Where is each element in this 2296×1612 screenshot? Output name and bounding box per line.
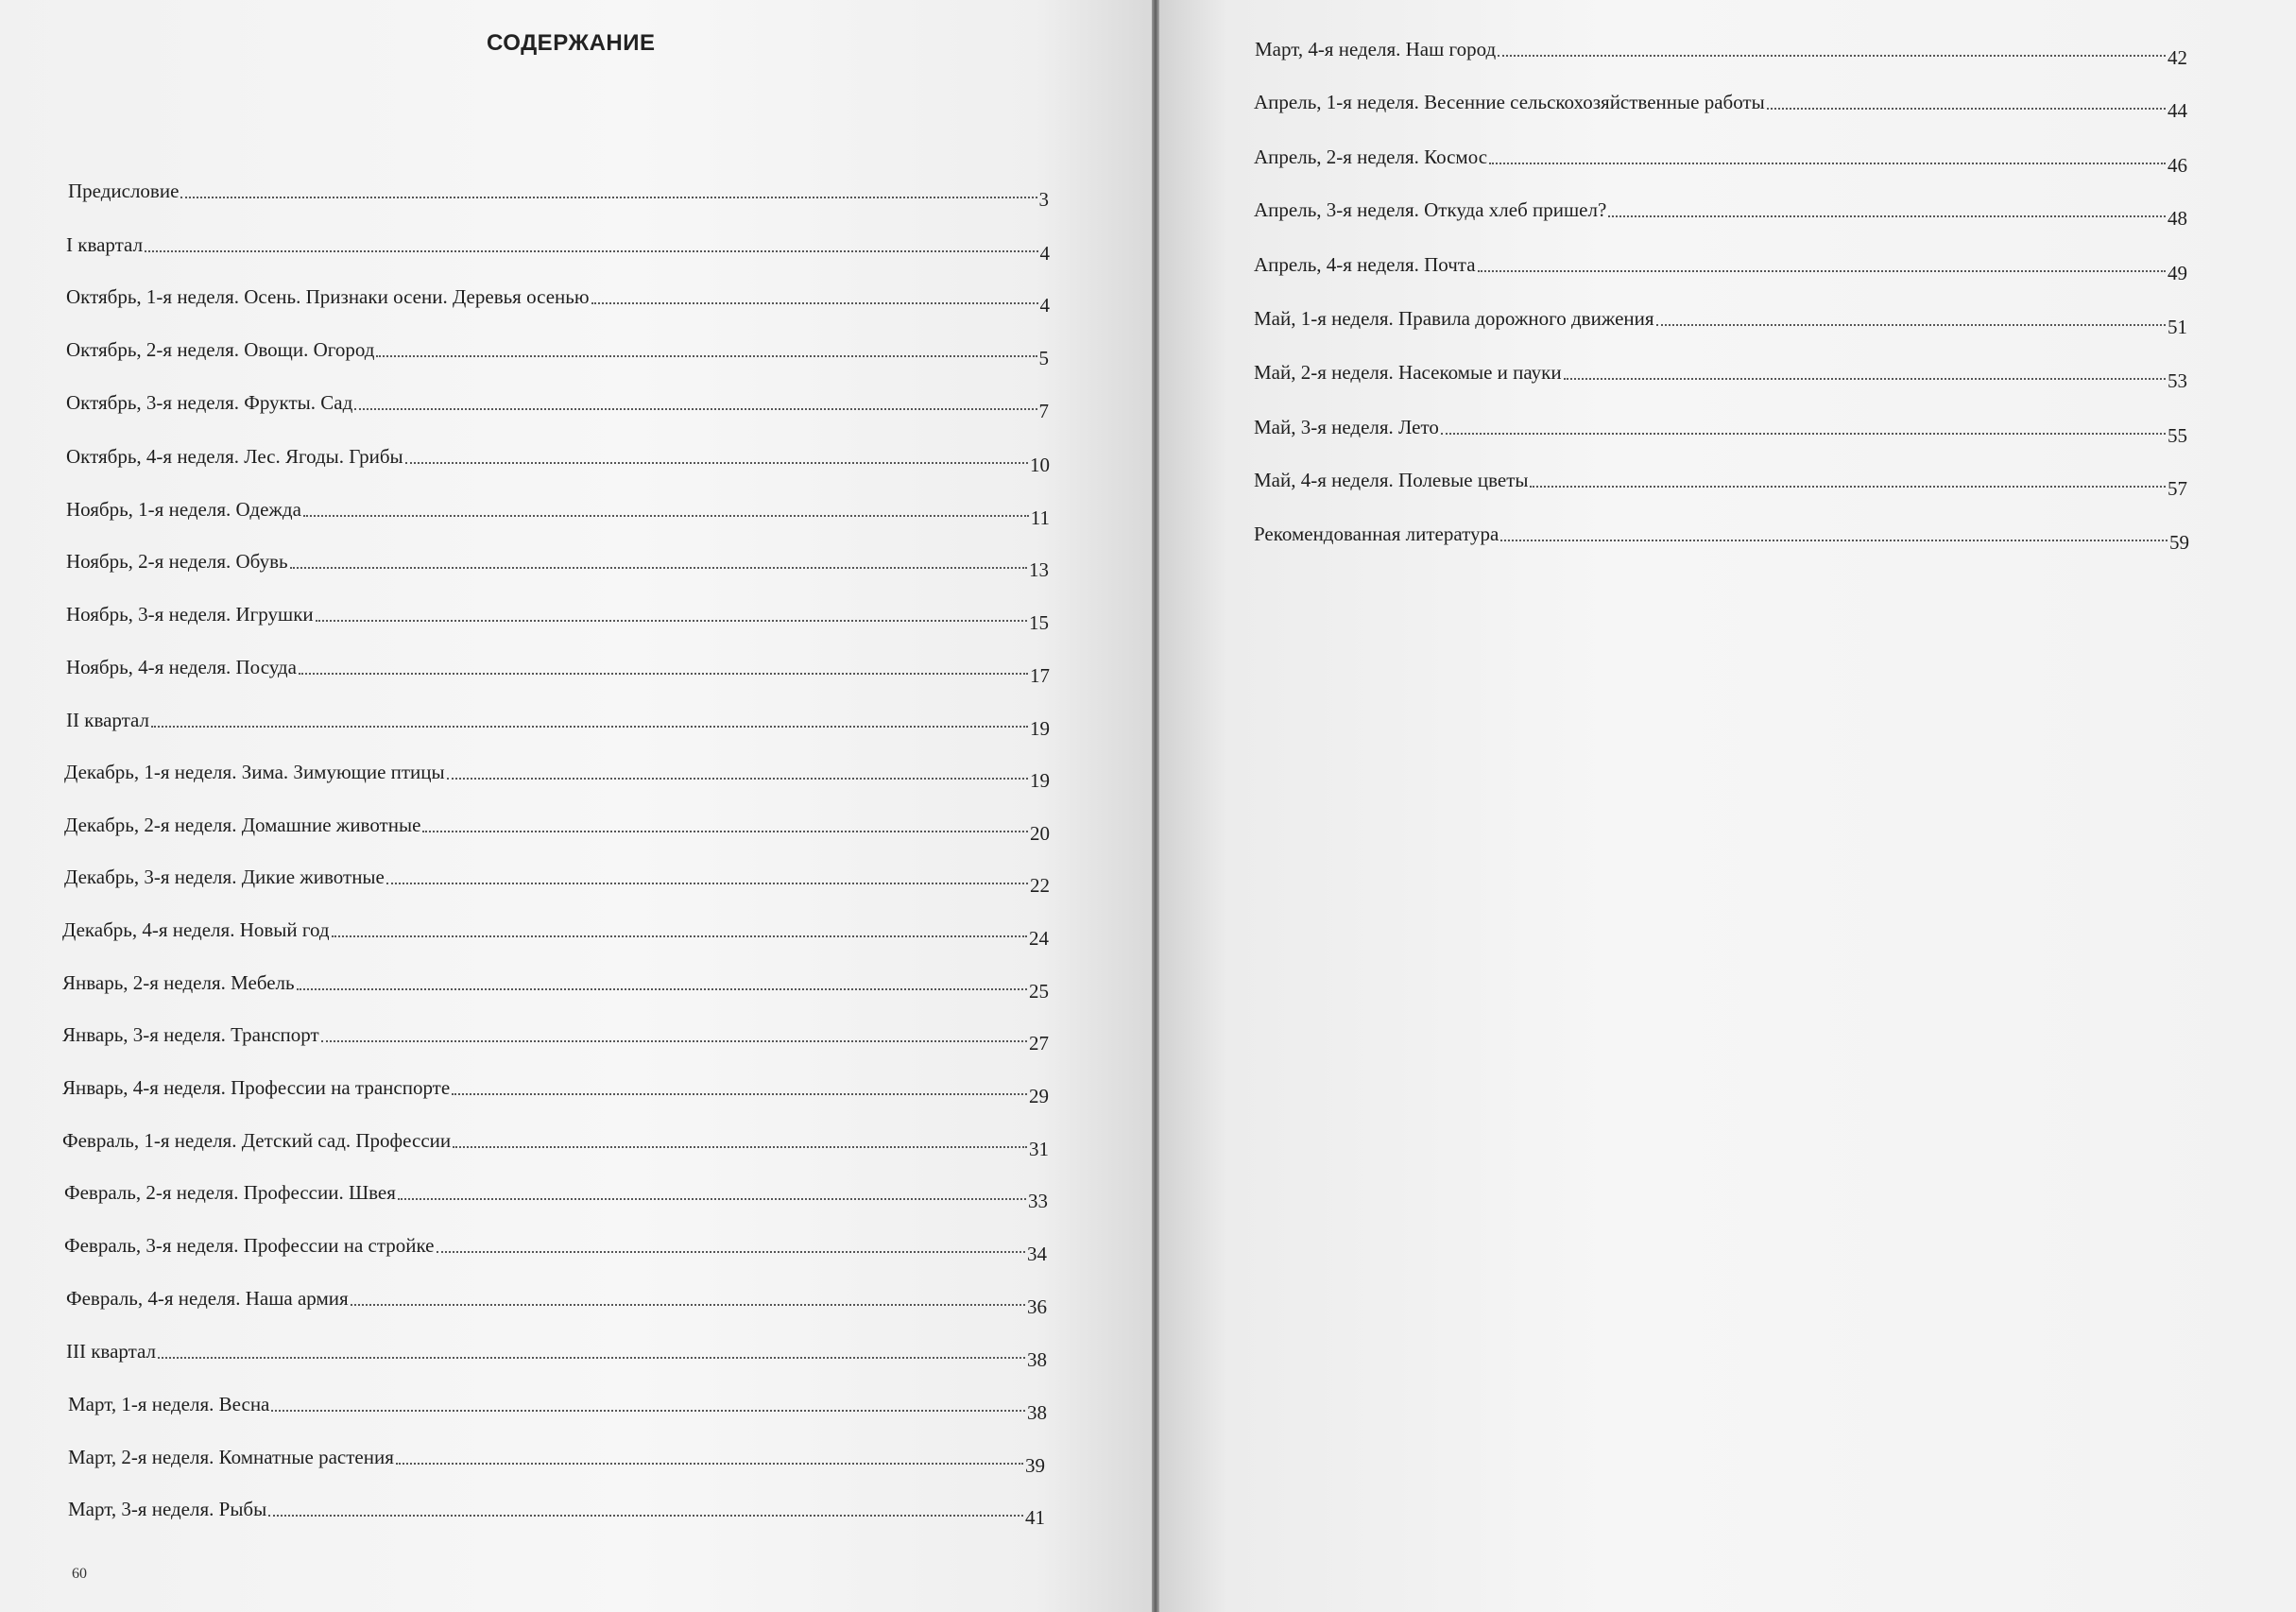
toc-entry — [68, 1383, 1047, 1424]
page-title: СОДЕРЖАНИЕ — [487, 30, 656, 56]
toc-entry-page: 13 — [1029, 558, 1049, 581]
toc-entry-page: 17 — [1030, 664, 1050, 687]
toc-entry-page: 24 — [1029, 927, 1049, 950]
dot-leader — [447, 778, 1028, 780]
toc-entry — [64, 1225, 1047, 1265]
toc-entry-title: Январь, 3-я неделя. Транспорт — [62, 1023, 319, 1046]
toc-entry-title: Декабрь, 1-я неделя. Зима. Зимующие птицы — [64, 761, 445, 783]
toc-entry — [1254, 244, 2187, 284]
dot-leader — [396, 1463, 1023, 1465]
toc-entry — [66, 646, 1050, 687]
toc-entry-page: 19 — [1030, 717, 1050, 740]
toc-entry-title: Декабрь, 2-я неделя. Домашние животные — [64, 814, 421, 836]
dot-leader — [290, 567, 1027, 569]
dot-leader — [405, 462, 1028, 464]
dot-leader — [1564, 378, 2166, 380]
toc-entry-page: 33 — [1028, 1190, 1048, 1212]
toc-entry-title: Апрель, 4-я неделя. Почта — [1254, 253, 1476, 276]
toc-entry-page: 38 — [1027, 1348, 1047, 1371]
toc-entry — [62, 909, 1049, 950]
toc-entry-title: Январь, 2-я неделя. Мебель — [62, 971, 295, 994]
toc-entry-title: Март, 2-я неделя. Комнатные растения — [68, 1446, 394, 1468]
toc-entry-title: Апрель, 1-я неделя. Весенние сельскохозяйственные работы — [1254, 91, 1765, 113]
toc-entry-page: 41 — [1025, 1506, 1045, 1529]
toc-entry-page: 42 — [2167, 46, 2187, 69]
toc-entry-page: 36 — [1027, 1295, 1047, 1318]
toc-entry-title: III квартал — [66, 1340, 157, 1363]
toc-entry-page: 46 — [2167, 154, 2187, 177]
toc-entry — [62, 1014, 1049, 1055]
toc-entry — [1254, 136, 2187, 177]
toc-entry-page: 27 — [1029, 1032, 1049, 1055]
toc-entry-title: Май, 3-я неделя. Лето — [1254, 416, 1439, 438]
toc-entry — [66, 540, 1049, 581]
toc-entry-page: 19 — [1030, 769, 1050, 792]
toc-entry-title: Январь, 4-я неделя. Профессии на транспорте — [62, 1076, 451, 1099]
dot-leader — [1489, 163, 2166, 164]
dot-leader — [321, 1040, 1027, 1042]
toc-entry — [62, 1120, 1049, 1160]
dot-leader — [151, 726, 1028, 728]
show-through-text — [113, 59, 118, 78]
toc-entry — [66, 382, 1049, 422]
dot-leader — [299, 673, 1028, 675]
dot-leader — [398, 1198, 1026, 1200]
dot-leader — [1530, 486, 2166, 488]
toc-entry-title: Предисловие — [68, 180, 180, 202]
toc-entry — [64, 856, 1050, 897]
toc-entry-title: Ноябрь, 1-я неделя. Одежда — [66, 498, 301, 521]
toc-entry-page: 38 — [1027, 1401, 1047, 1424]
toc-entry-page: 20 — [1030, 822, 1050, 845]
toc-entry-title: Декабрь, 4-я неделя. Новый год — [62, 918, 330, 941]
dot-leader — [386, 883, 1028, 884]
toc-entry — [66, 1278, 1047, 1318]
toc-entry — [1254, 81, 2187, 122]
toc-entry — [66, 276, 1050, 317]
dot-leader — [453, 1146, 1027, 1148]
toc-entry-page: 39 — [1025, 1454, 1045, 1477]
page-number: 60 — [72, 1566, 87, 1582]
dot-leader — [452, 1093, 1027, 1095]
toc-entry — [66, 699, 1050, 740]
dot-leader — [268, 1515, 1023, 1517]
toc-entry-title: Ноябрь, 4-я неделя. Посуда — [66, 656, 297, 678]
toc-entry-title: Март, 3-я неделя. Рыбы — [68, 1498, 267, 1520]
toc-entry — [1254, 459, 2187, 500]
toc-entry-title: Март, 1-я неделя. Весна — [68, 1393, 270, 1415]
dot-leader — [316, 620, 1027, 622]
toc-entry-title: Ноябрь, 3-я неделя. Игрушки — [66, 603, 314, 626]
toc-entry-title: Май, 4-я неделя. Полевые цветы — [1254, 469, 1529, 491]
dot-leader — [351, 1304, 1025, 1306]
toc-entry — [66, 329, 1049, 369]
toc-entry-title: Март, 4-я неделя. Наш город — [1255, 38, 1497, 60]
toc-entry-page: 48 — [2167, 207, 2187, 230]
dot-leader — [145, 250, 1037, 252]
dot-leader — [1441, 433, 2166, 435]
toc-entry-page: 22 — [1030, 874, 1050, 897]
dot-leader — [297, 988, 1027, 990]
toc-entry-page: 29 — [1029, 1085, 1049, 1107]
toc-entry — [66, 1330, 1047, 1371]
toc-entry-page: 55 — [2167, 424, 2187, 447]
toc-entry-title: Май, 2-я неделя. Насекомые и пауки — [1254, 361, 1562, 384]
toc-entry-title: Февраль, 4-я неделя. Наша армия — [66, 1287, 349, 1310]
toc-entry-title: Октябрь, 3-я неделя. Фрукты. Сад — [66, 391, 353, 414]
toc-entry-title: Декабрь, 3-я неделя. Дикие животные — [64, 866, 385, 888]
toc-entry-title: Февраль, 3-я неделя. Профессии на стройке — [64, 1234, 435, 1257]
toc-entry-title: Ноябрь, 2-я неделя. Обувь — [66, 550, 288, 573]
toc-entry-page: 34 — [1027, 1243, 1047, 1265]
dot-leader — [1656, 324, 2166, 326]
toc-entry-title: I квартал — [66, 233, 144, 256]
toc-entry-page: 7 — [1038, 400, 1049, 422]
toc-entry — [62, 1067, 1049, 1107]
toc-entry-title: Февраль, 2-я неделя. Профессии. Швея — [64, 1181, 396, 1204]
toc-entry-page: 53 — [2167, 369, 2187, 392]
toc-entry-page: 44 — [2167, 99, 2187, 122]
toc-entry — [68, 170, 1049, 211]
dot-leader — [332, 935, 1027, 937]
dot-leader — [591, 302, 1038, 304]
dot-leader — [1608, 215, 2166, 217]
toc-entry-page: 4 — [1039, 294, 1050, 317]
toc-entry — [66, 593, 1049, 634]
dot-leader — [376, 355, 1037, 357]
toc-entry-title: Февраль, 1-я неделя. Детский сад. Профессии — [62, 1129, 452, 1152]
toc-entry-page: 59 — [2169, 531, 2189, 554]
toc-entry-title: Октябрь, 4-я неделя. Лес. Ягоды. Грибы — [66, 445, 403, 468]
toc-entry-title: Октябрь, 2-я неделя. Овощи. Огород — [66, 338, 375, 361]
toc-entry-title: II квартал — [66, 709, 150, 731]
dot-leader — [354, 408, 1037, 410]
toc-entry-page: 31 — [1029, 1138, 1049, 1160]
toc-entry-page: 5 — [1038, 347, 1049, 369]
toc-entry-title: Май, 1-я неделя. Правила дорожного движения — [1254, 307, 1654, 330]
dot-leader — [303, 515, 1029, 517]
toc-entry-page: 25 — [1029, 980, 1049, 1003]
toc-entry — [64, 804, 1050, 845]
toc-entry-title: Апрель, 3-я неделя. Откуда хлеб пришел? — [1254, 198, 1607, 221]
toc-entry — [66, 224, 1050, 265]
dot-leader — [180, 197, 1037, 198]
toc-entry — [68, 1436, 1045, 1477]
dot-leader — [1767, 108, 2166, 110]
toc-entry-page: 57 — [2167, 477, 2187, 500]
toc-entry — [64, 751, 1050, 792]
dot-leader — [437, 1251, 1025, 1253]
toc-entry — [1254, 298, 2187, 338]
toc-entry-page: 4 — [1039, 242, 1050, 265]
toc-entry-title: Апрель, 2-я неделя. Космос — [1254, 146, 1488, 168]
dot-leader — [271, 1410, 1025, 1412]
book-gutter — [1152, 0, 1159, 1612]
toc-entry — [1254, 352, 2187, 392]
right-page — [1159, 0, 2296, 1612]
toc-entry-page: 49 — [2167, 262, 2187, 284]
toc-entry-page: 10 — [1030, 454, 1050, 476]
dot-leader — [1500, 540, 2167, 541]
dot-leader — [158, 1357, 1025, 1359]
toc-entry-title: Рекомендованная литература — [1254, 523, 1499, 545]
toc-entry-page: 11 — [1030, 506, 1050, 529]
dot-leader — [1498, 55, 2166, 57]
toc-entry-title: Октябрь, 1-я неделя. Осень. Признаки осени. Деревья осенью — [66, 285, 590, 308]
toc-entry — [64, 1172, 1048, 1212]
dot-leader — [1478, 270, 2166, 272]
toc-entry — [1254, 406, 2187, 447]
dot-leader — [422, 831, 1028, 832]
toc-entry — [1254, 189, 2187, 230]
toc-entry-page: 3 — [1038, 188, 1049, 211]
toc-entry — [1255, 28, 2187, 69]
toc-entry-page: 15 — [1029, 611, 1049, 634]
toc-entry — [66, 436, 1050, 476]
toc-entry — [1254, 513, 2189, 554]
toc-entry — [62, 962, 1049, 1003]
toc-entry — [66, 489, 1050, 529]
toc-entry-page: 51 — [2167, 316, 2187, 338]
toc-entry — [68, 1488, 1045, 1529]
